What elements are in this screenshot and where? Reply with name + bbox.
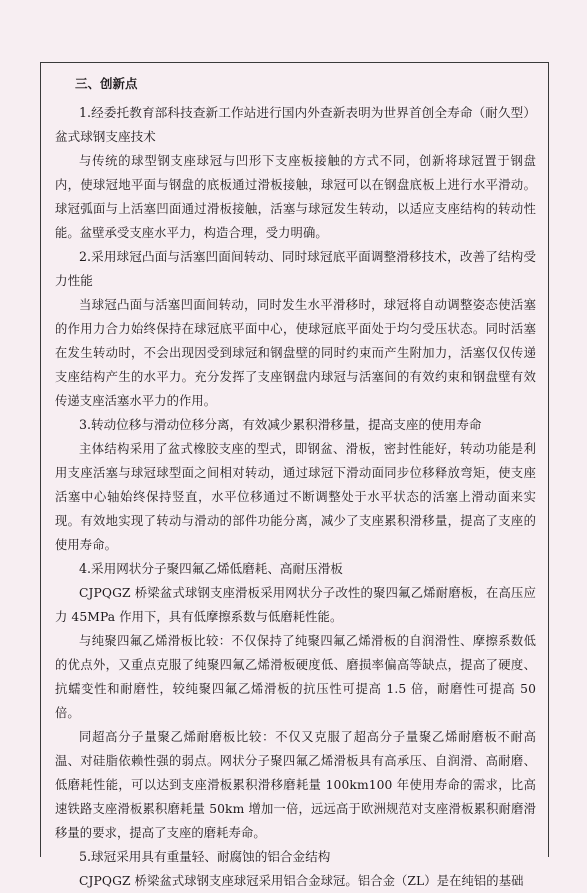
item-paragraph: 当球冠凸面与活塞凹面间转动，同时发生水平滑移时，球冠将自动调整姿态使活塞的作用力合力始终保持在球冠底平面中心，使球冠底平面处于均匀受压状态。同时活塞在发生转动时，不会出现因受到球冠和钢盘壁的同时约束而产生附加力，活塞仅仅传递支座结构产生的水平力。充分发挥了支座钢盘内球冠与活塞间的有效约束和钢盘壁有效传递支座活塞水平力的作用。 (55, 298, 536, 408)
item-title: 1.经委托教育部科技查新工作站进行国内外查新表明为世界首创全寿命（耐久型）盆式球钢支座技术 (55, 105, 536, 144)
innovation-item-2 (55, 245, 536, 413)
item-title: 4.采用网状分子聚四氟乙烯低磨耗、高耐压滑板 (79, 561, 343, 576)
innovation-item-1 (55, 101, 536, 245)
innovation-item-3 (55, 413, 536, 557)
document-page (40, 62, 549, 888)
item-paragraph: 主体结构采用了盆式橡胶支座的型式，即钢盆、滑板，密封性能好，转动功能是利用支座活塞与球冠球型面之间相对转动，通过球冠下滑动面同步位移释放弯矩，使支座活塞中心轴始终保持竖直，水平位移通过不断调整处于水平状态的活塞上滑动面来实现。有效地实现了转动与滑动的部件功能分离，减少了支座累积滑移量，提高了支座的使用寿命。 (55, 442, 536, 552)
item-title: 3.转动位移与滑动位移分离，有效减少累积滑移量，提高支座的使用寿命 (79, 417, 482, 432)
item-title: 5.球冠采用具有重量轻、耐腐蚀的铝合金结构 (79, 849, 331, 864)
item-title: 2.采用球冠凸面与活塞凹面间转动、同时球冠底平面调整滑移技术，改善了结构受力性能 (55, 249, 536, 288)
section-heading: 三、创新点 (75, 76, 138, 91)
innovation-item-5 (55, 845, 536, 893)
item-paragraph: 与传统的球型钢支座球冠与凹形下支座板接触的方式不同，创新将球冠置于钢盘内，使球冠地平面与钢盘的底板通过滑板接触，球冠可以在钢盘底板上进行水平滑动。球冠弧面与上活塞凹面通过滑板接触，活塞与球冠发生转动，以适应支座结构的转动性能。盆壁承受支座水平力，构造合理，受力明确。 (55, 154, 536, 240)
item-paragraph: 与纯聚四氟乙烯滑板比较：不仅保持了纯聚四氟乙烯滑板的自润滑性、摩擦系数低的优点外，又重点克服了纯聚四氟乙烯滑板硬度低、磨损率偏高等缺点，提高了硬度、抗蠕变性和耐磨性，较纯聚四氟乙烯滑板的抗压性可提高 1.5 倍，耐磨性可提高 50 倍。 (55, 634, 536, 720)
item-paragraph: 同超高分子量聚乙烯耐磨板比较：不仅又克服了超高分子量聚乙烯耐磨板不耐高温、对硅脂依赖性强的弱点。网状分子聚四氟乙烯滑板具有高承压、自润滑、高耐磨、低磨耗性能，可以达到支座滑板累积滑移磨耗量 100km100 年使用寿命的需求，比高速铁路支座滑板累积磨耗量 50km 增加一倍，远远高于欧洲规范对支座滑板累积耐磨滑移量的要求，提高了支座的磨耗寿命。 (55, 730, 536, 840)
innovation-item-4 (55, 557, 536, 845)
item-paragraph: CJPQGZ 桥梁盆式球钢支座球冠采用铝合金球冠。铝合金（ZL）是在纯铝的基础 (79, 874, 524, 888)
item-paragraph: CJPQGZ 桥梁盆式球钢支座滑板采用网状分子改性的聚四氟乙烯耐磨板，在高压应力 45MPa 作用下，具有低摩擦系数与低磨耗性能。 (55, 586, 536, 624)
